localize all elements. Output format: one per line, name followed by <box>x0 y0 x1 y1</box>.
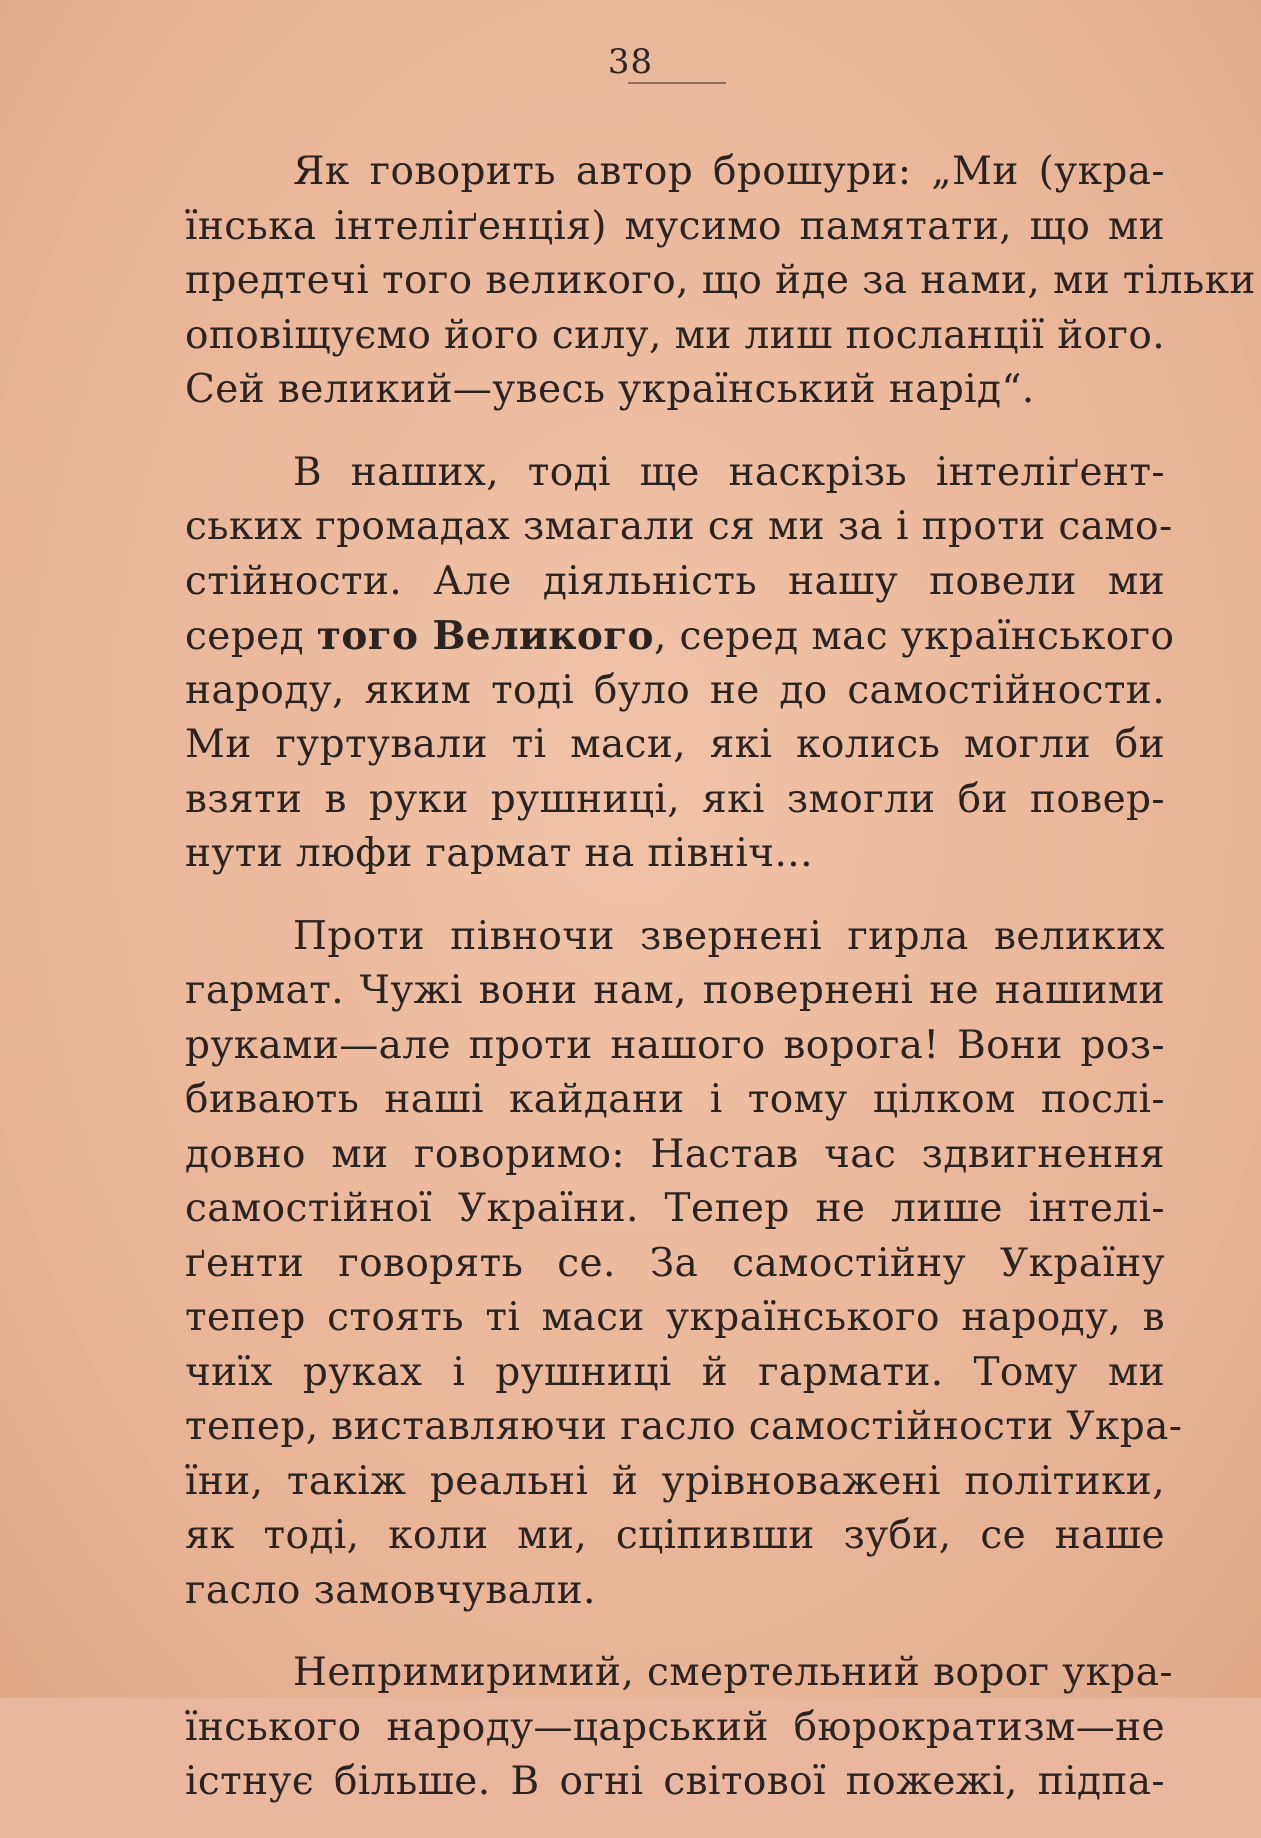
text-line: Як говорить автор брошури: „Ми (укра- <box>293 149 1165 194</box>
paragraph-2 <box>185 446 1175 882</box>
page-number: 38 <box>607 42 654 82</box>
body-text <box>185 145 1256 1838</box>
text-line: Сей великий—увесь український нарід“. <box>185 367 1035 412</box>
text-segment: , серед мас українського <box>653 614 1175 659</box>
text-line: самостійної України. Тепер не лише інтелі- <box>185 1186 1165 1231</box>
text-line: чиїх руках і рушниці й гармати. Тому ми <box>185 1349 1165 1395</box>
text-line: як тоді, коли ми, сціпивши зуби, се наше <box>185 1513 1165 1558</box>
text-line: стійности. Але діяльність нашу повели ми <box>185 558 1165 604</box>
text-line: істнує більше. В огні світової пожежі, підпа- <box>185 1759 1165 1804</box>
text-line: взяти в руки рушниці, які змогли би повер- <box>185 776 1165 822</box>
text-line: оповіщуємо його силу, ми лиш посланції його. <box>185 312 1166 358</box>
page-number-underline <box>628 82 726 84</box>
text-line: довно ми говоримо: Настав час здвигнення <box>185 1131 1165 1177</box>
text-line-with-emphasis <box>185 609 1175 664</box>
text-line: їни, такіж реальні й урівноважені політики, <box>185 1458 1165 1504</box>
paragraph-3 <box>185 910 1183 1619</box>
text-line: гасло замовчували. <box>185 1567 596 1613</box>
text-line: ських громадах змагали ся ми за і проти само- <box>185 504 1173 549</box>
paragraph-1 <box>185 145 1256 418</box>
emphasis-text: того Великого <box>316 613 654 659</box>
text-line: бивають наші кайдани і тому цілком послі- <box>185 1077 1165 1122</box>
paragraph-4 <box>185 1646 1173 1810</box>
text-line: руками—але проти нашого ворога! Вони роз- <box>185 1022 1165 1068</box>
text-line: ґенти говорять се. За самостійну Україну <box>185 1240 1165 1286</box>
text-line: тепер, виставляючи гасло самостійности Укра- <box>185 1404 1183 1449</box>
text-line: предтечі того великого, що йде за нами, ми тільки <box>185 258 1256 303</box>
text-segment: серед <box>185 614 317 659</box>
text-line: В наших, тоді ще наскрізь інтеліґент- <box>293 449 1165 495</box>
text-line: тепер стоять ті маси українського народу, в <box>185 1295 1165 1340</box>
text-line: їнського народу—царський бюрократизм—не <box>185 1704 1165 1750</box>
text-line: Ми гуртували ті маси, які колись могли би <box>185 722 1165 767</box>
text-line: народу, яким тоді було не до самостійности. <box>185 667 1165 713</box>
text-line: гармат. Чужі вони нам, повернені не нашими <box>185 968 1165 1013</box>
text-line: Непримиримий, смертельний ворог укра- <box>293 1650 1173 1695</box>
text-line: їнська інтеліґенція) мусимо памятати, що ми <box>185 203 1165 249</box>
text-line: Проти півночи звернені гирла великих <box>293 913 1165 959</box>
text-line: нути люфи гармат на північ... <box>185 831 813 876</box>
